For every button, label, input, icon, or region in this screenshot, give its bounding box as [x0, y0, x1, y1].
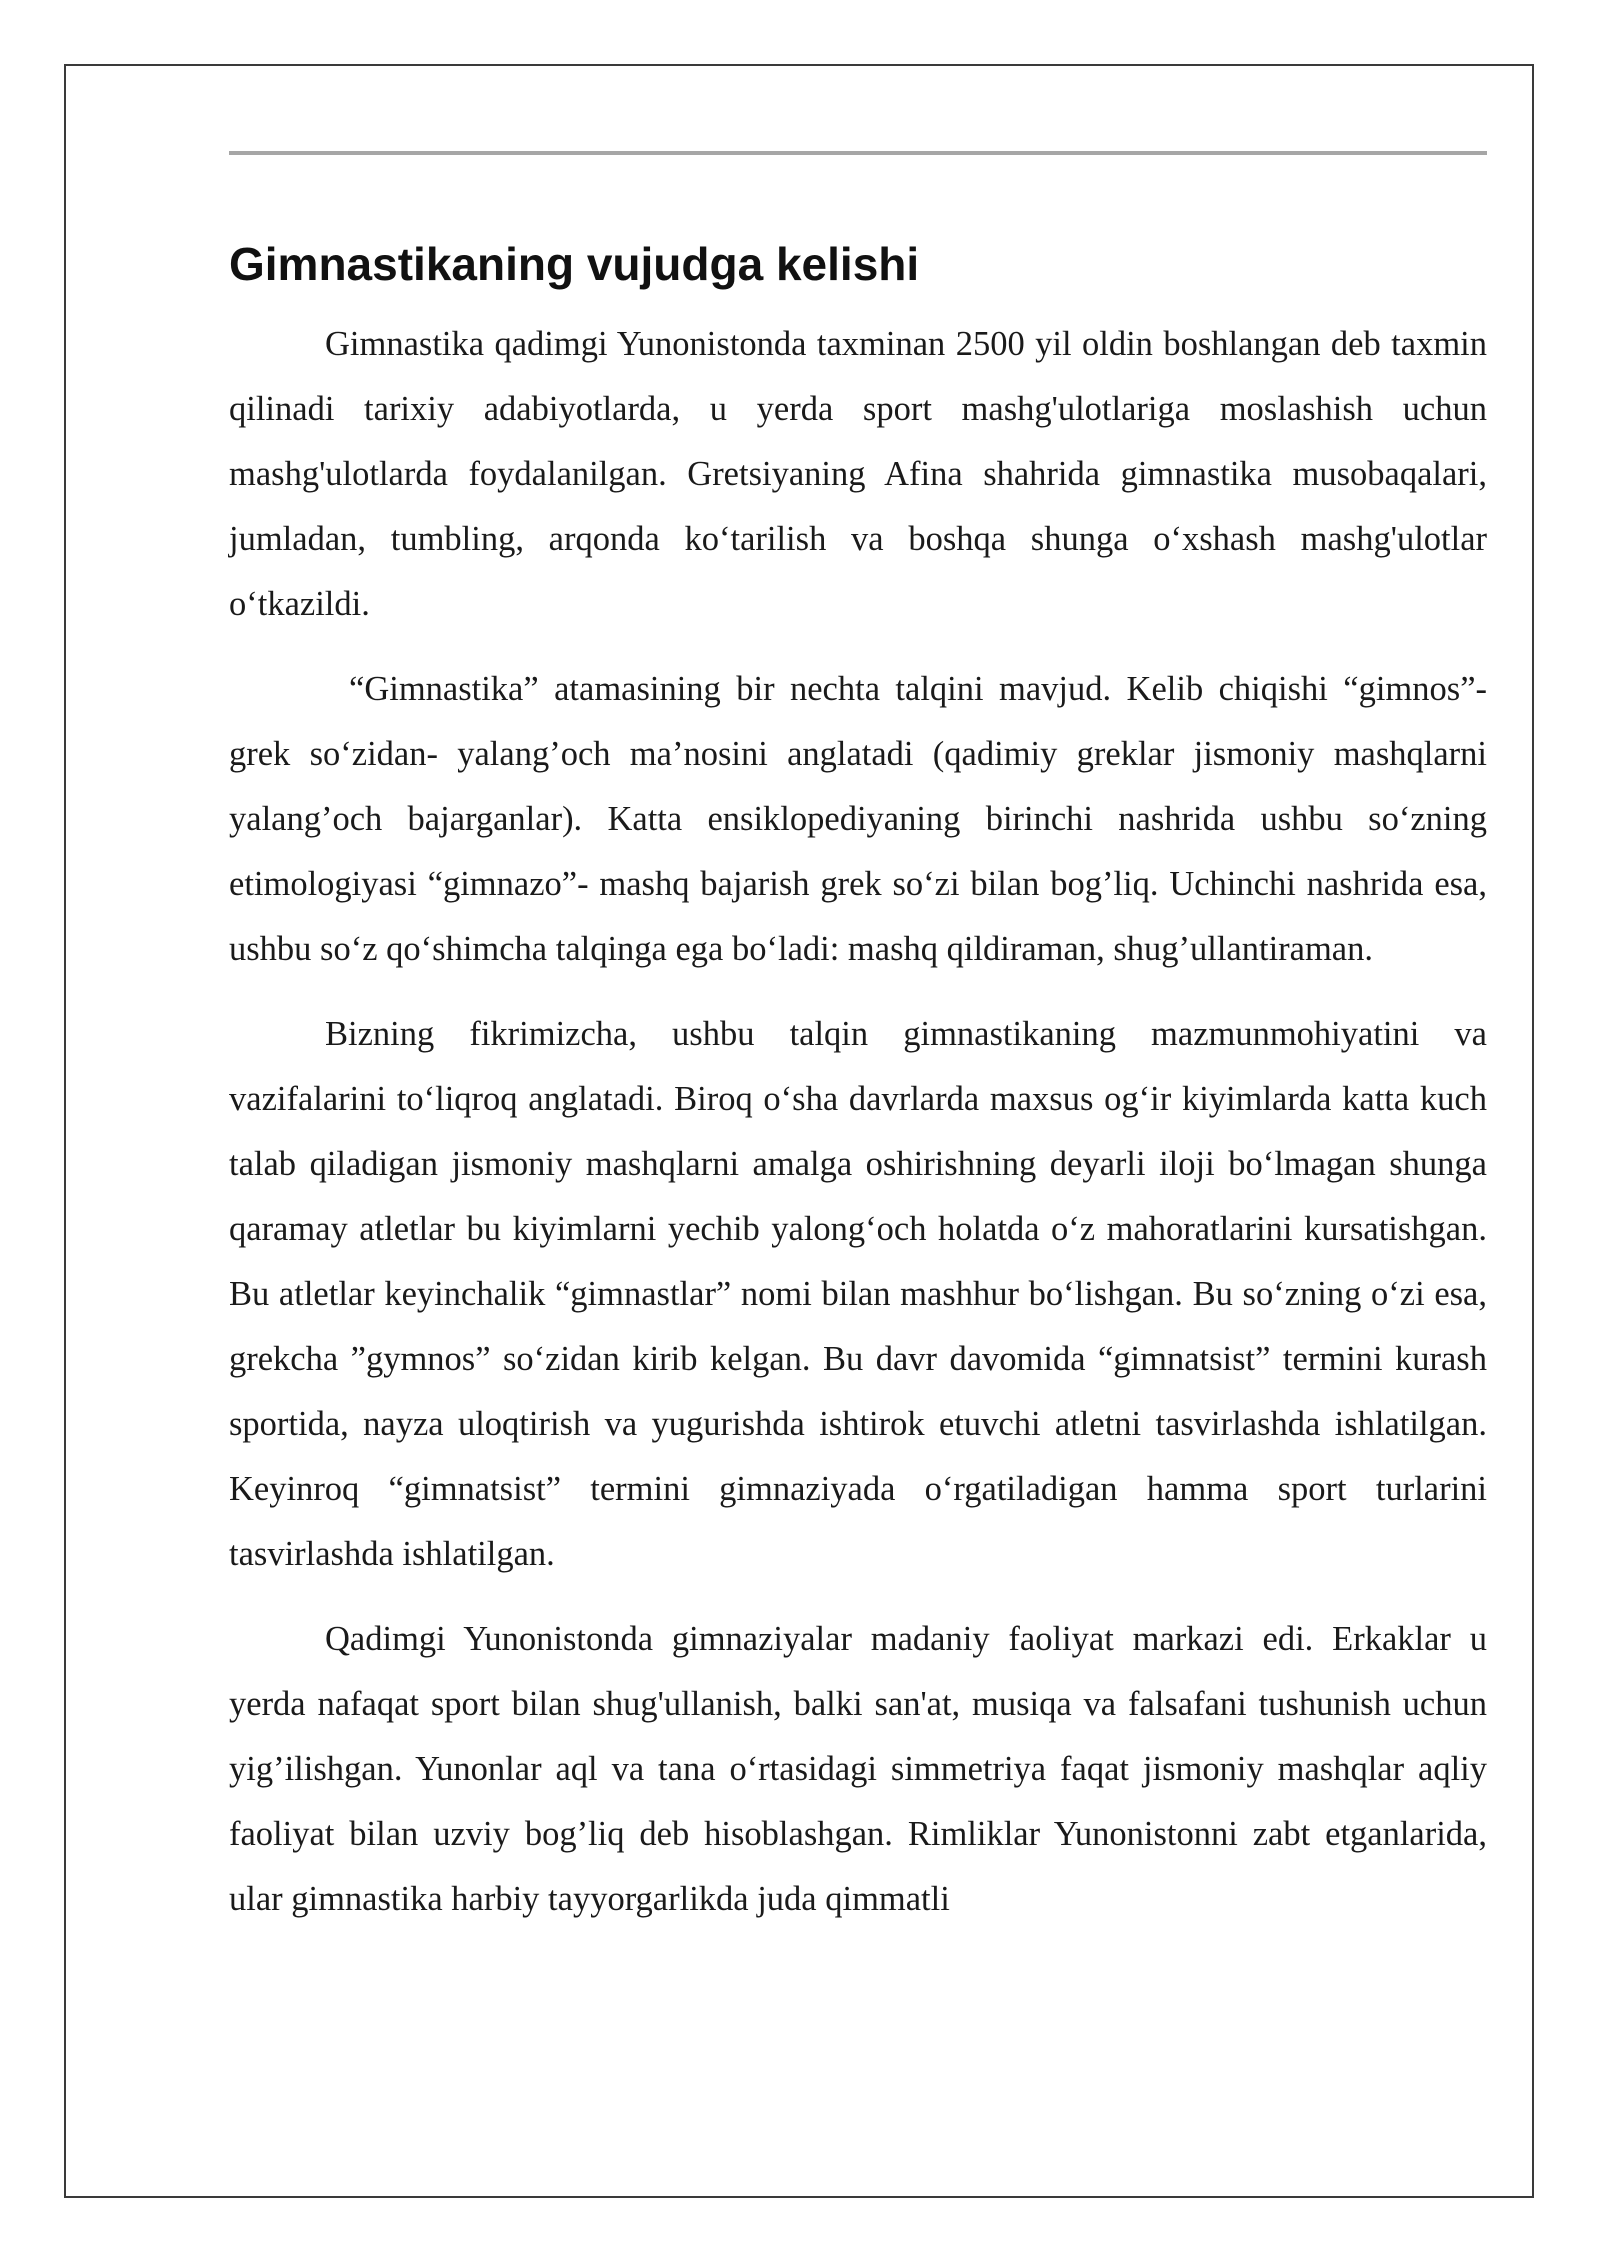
- paragraph-3: Bizning fikrimizcha, ushbu talqin gimnastikaning mazmunmohiyatini va vazifalarini to‘liqroq anglatadi. Biroq o‘sha davrlarda maxsus og‘ir kiyimlarda katta kuch talab qiladigan jismoniy mashqlarni amalga oshirishning deyarli iloji bo‘lmagan shunga qaramay atletlar bu kiyimlarni yechib yalong‘och holatda o‘z mahoratlarini kursatishgan. Bu atletlar keyinchalik “gimnastlar” nomi bilan mashhur bo‘lishgan. Bu so‘zning o‘zi esa, grekcha ”gymnos” so‘zidan kirib kelgan. Bu davr davomida “gimnatsist” termini kurash sportida, nayza uloqtirish va yugurishda ishtirok etuvchi atletni tasvirlashda ishlatilgan. Keyinroq “gimnatsist” termini gimnaziyada o‘rgatiladigan hamma sport turlarini tasvirlashda ishlatilgan.: [229, 1015, 1487, 1573]
- document-body: [229, 232, 1487, 1952]
- header-rule: [229, 151, 1487, 155]
- page-title: Gimnastikaning vujudga kelishi: [229, 238, 920, 290]
- paragraph-1: Gimnastika qadimgi Yunonistonda taxminan 2500 yil oldin boshlangan deb taxmin qilinadi tarixiy adabiyotlarda, u yerda sport mashg'ulotlariga moslashish uchun mashg'ulotlarda foydalanilgan. Gretsiyaning Afina shahrida gimnastika musobaqalari, jumladan, tumbling, arqonda ko‘tarilish va boshqa shunga o‘xshash mashg'ulotlar o‘tkazildi.: [229, 325, 1487, 623]
- paragraph-4: Qadimgi Yunonistonda gimnaziyalar madaniy faoliyat markazi edi. Erkaklar u yerda nafaqat sport bilan shug'ullanish, balki san'at, musiqa va falsafani tushunish uchun yig’ilishgan. Yunonlar aql va tana o‘rtasidagi simmetriya faqat jismoniy mashqlar aqliy faoliyat bilan uzviy bog’liq deb hisoblashgan. Rimliklar Yunonistonni zabt etganlarida, ular gimnastika harbiy tayyorgarlikda juda qimmatli: [229, 1620, 1487, 1918]
- paragraph-2: “Gimnastika” atamasining bir nechta talqini mavjud. Kelib chiqishi “gimnos”- grek so‘zidan- yalang’och ma’nosini anglatadi (qadimiy greklar jismoniy mashqlarni yalang’och bajarganlar). Katta ensiklopediyaning birinchi nashrida ushbu so‘zning etimologiyasi “gimnazo”- mashq bajarish grek so‘zi bilan bog’liq. Uchinchi nashrida esa, ushbu so‘z qo‘shimcha talqinga ega bo‘ladi: mashq qildiraman, shug’ullantiraman.: [229, 670, 1487, 968]
